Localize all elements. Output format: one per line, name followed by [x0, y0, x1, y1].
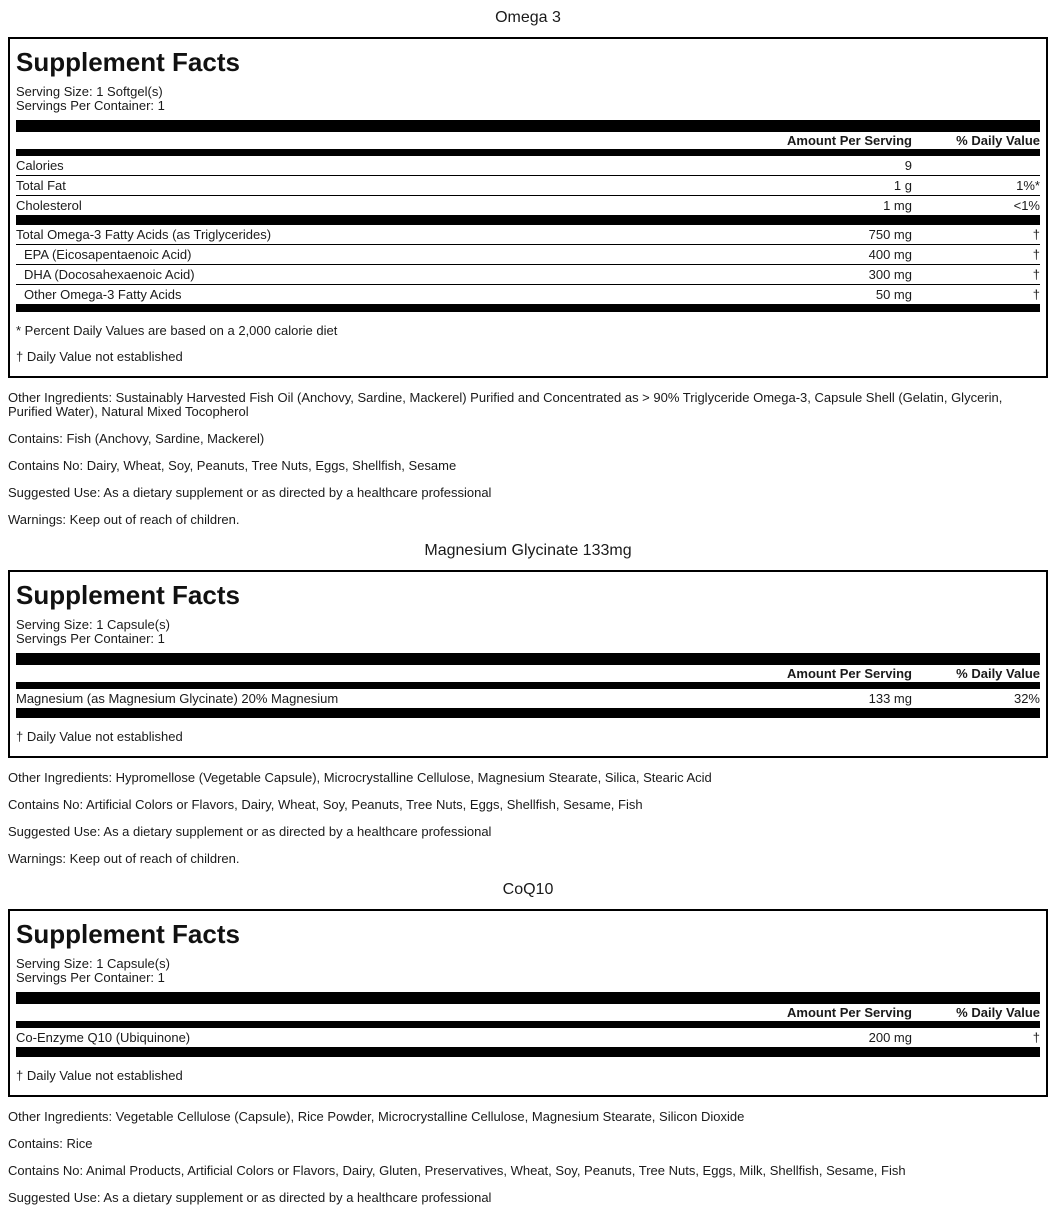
- thick-divider: [16, 992, 1040, 1004]
- paragraph-suggested-use: Suggested Use: As a dietary supplement or as directed by a healthcare professional: [8, 485, 492, 500]
- nutrient-name: Calories: [16, 158, 64, 173]
- nutrient-name: Cholesterol: [16, 198, 82, 213]
- thick-divider: [16, 653, 1040, 665]
- column-header-daily-value: % Daily Value: [956, 666, 1040, 681]
- section-coq10: [8, 880, 1048, 1205]
- nutrient-group: [16, 1028, 1040, 1047]
- nutrient-daily-value: 32%: [1013, 691, 1040, 706]
- nutrient-daily-value: †: [1032, 247, 1040, 262]
- serving-size: Serving Size: 1 Capsule(s): [16, 956, 170, 971]
- thick-divider: [16, 215, 1040, 225]
- nutrient-group-macros: [16, 156, 1040, 215]
- table-row: [16, 175, 1040, 195]
- paragraph-contains-no: Contains No: Animal Products, Artificial Colors or Flavors, Dairy, Gluten, Preservatives, Wheat, Soy, Peanuts, Tree Nuts, Eggs, Milk, Shellfish, Sesame, Fish: [8, 1163, 906, 1178]
- nutrient-amount: 300 mg: [868, 267, 912, 282]
- nutrient-daily-value: 1%*: [1016, 178, 1040, 193]
- nutrient-daily-value: †: [1032, 287, 1040, 302]
- nutrient-daily-value: <1%: [1013, 198, 1040, 213]
- supplement-facts-panel: [8, 37, 1048, 378]
- nutrient-daily-value: †: [1032, 267, 1040, 282]
- product-title: Magnesium Glycinate 133mg: [424, 542, 632, 559]
- column-header-daily-value: % Daily Value: [956, 133, 1040, 148]
- nutrient-name: Other Omega-3 Fatty Acids: [24, 287, 182, 302]
- footnote-daily-value-not-established: † Daily Value not established: [16, 349, 183, 364]
- section-omega-3: [8, 8, 1048, 527]
- column-header-amount-per-serving: Amount Per Serving: [787, 666, 912, 681]
- table-row: [16, 264, 1040, 284]
- nutrient-name: Co-Enzyme Q10 (Ubiquinone): [16, 1030, 191, 1045]
- nutrient-amount: 750 mg: [868, 227, 912, 242]
- section-magnesium-glycinate: [8, 541, 1048, 866]
- nutrient-amount: 133 mg: [868, 691, 912, 706]
- nutrient-name: DHA (Docosahexaenoic Acid): [24, 267, 195, 282]
- table-header-row: [16, 1004, 1040, 1021]
- servings-per-container: Servings Per Container: 1: [16, 970, 165, 985]
- servings-per-container: Servings Per Container: 1: [16, 98, 165, 113]
- supplement-facts-heading: Supplement Facts: [16, 47, 240, 77]
- supplement-facts-panel: [8, 909, 1048, 1097]
- table-row: [16, 195, 1040, 215]
- thick-divider: [16, 1047, 1040, 1057]
- paragraph-other-ingredients: Other Ingredients: Hypromellose (Vegetable Capsule), Microcrystalline Cellulose, Magnesium Stearate, Silica, Stearic Acid: [8, 770, 712, 785]
- nutrient-group: [16, 689, 1040, 708]
- supplement-labels-page: [8, 8, 1048, 1205]
- paragraph-other-ingredients: Other Ingredients: Sustainably Harvested Fish Oil (Anchovy, Sardine, Mackerel) Purified and Concentrated as > 90% Triglyceride Omega-3, Capsule Shell (Gelatin, Glycerin, Purified Water), Natural Mixed Tocopherol: [8, 390, 1003, 419]
- thick-divider: [16, 304, 1040, 312]
- supplement-facts-heading: Supplement Facts: [16, 580, 240, 610]
- paragraph-other-ingredients: Other Ingredients: Vegetable Cellulose (Capsule), Rice Powder, Microcrystalline Cellulose, Magnesium Stearate, Silicon Dioxide: [8, 1109, 745, 1124]
- table-row: [16, 689, 1040, 708]
- nutrient-group-omega3: [16, 225, 1040, 304]
- paragraph-contains: Contains: Fish (Anchovy, Sardine, Mackerel): [8, 431, 265, 446]
- nutrient-daily-value: †: [1032, 1030, 1040, 1045]
- nutrient-name: Magnesium (as Magnesium Glycinate) 20% Magnesium: [16, 691, 339, 706]
- footnote-daily-value-not-established: † Daily Value not established: [16, 1068, 183, 1083]
- table-row: [16, 244, 1040, 264]
- product-title: CoQ10: [502, 881, 554, 898]
- column-header-amount-per-serving: Amount Per Serving: [787, 1005, 912, 1020]
- paragraph-contains: Contains: Rice: [8, 1136, 93, 1151]
- table-row: [16, 1028, 1040, 1047]
- product-title: Omega 3: [495, 9, 561, 26]
- column-header-daily-value: % Daily Value: [956, 1005, 1040, 1020]
- table-row: [16, 284, 1040, 304]
- table-row: [16, 156, 1040, 175]
- thick-divider: [16, 682, 1040, 689]
- paragraph-contains-no: Contains No: Artificial Colors or Flavors, Dairy, Wheat, Soy, Peanuts, Tree Nuts, Eggs, Shellfish, Sesame, Fish: [8, 797, 643, 812]
- nutrient-name: Total Omega-3 Fatty Acids (as Triglycerides): [16, 227, 272, 242]
- table-header-row: [16, 132, 1040, 149]
- nutrient-amount: 50 mg: [875, 287, 912, 302]
- nutrient-daily-value: †: [1032, 227, 1040, 242]
- paragraph-contains-no: Contains No: Dairy, Wheat, Soy, Peanuts, Tree Nuts, Eggs, Shellfish, Sesame: [8, 458, 457, 473]
- supplement-facts-panel: [8, 570, 1048, 758]
- nutrient-amount: 9: [904, 158, 912, 173]
- column-header-amount-per-serving: Amount Per Serving: [787, 133, 912, 148]
- table-header-row: [16, 665, 1040, 682]
- nutrient-name: Total Fat: [16, 178, 66, 193]
- thick-divider: [16, 708, 1040, 718]
- paragraph-suggested-use: Suggested Use: As a dietary supplement or as directed by a healthcare professional: [8, 824, 492, 839]
- nutrient-amount: 400 mg: [868, 247, 912, 262]
- nutrient-amount: 1 mg: [883, 198, 912, 213]
- servings-per-container: Servings Per Container: 1: [16, 631, 165, 646]
- footnote-percent-daily-values: * Percent Daily Values are based on a 2,000 calorie diet: [16, 323, 338, 338]
- paragraph-warnings: Warnings: Keep out of reach of children.: [8, 851, 240, 866]
- serving-size: Serving Size: 1 Capsule(s): [16, 617, 170, 632]
- supplement-facts-heading: Supplement Facts: [16, 919, 240, 949]
- paragraph-suggested-use: Suggested Use: As a dietary supplement or as directed by a healthcare professional: [8, 1190, 492, 1205]
- nutrient-amount: 200 mg: [868, 1030, 912, 1045]
- serving-size: Serving Size: 1 Softgel(s): [16, 84, 163, 99]
- nutrient-amount: 1 g: [893, 178, 912, 193]
- thick-divider: [16, 1021, 1040, 1028]
- thick-divider: [16, 149, 1040, 156]
- footnote-daily-value-not-established: † Daily Value not established: [16, 729, 183, 744]
- nutrient-name: EPA (Eicosapentaenoic Acid): [24, 247, 192, 262]
- thick-divider: [16, 120, 1040, 132]
- table-row: [16, 225, 1040, 244]
- paragraph-warnings: Warnings: Keep out of reach of children.: [8, 512, 240, 527]
